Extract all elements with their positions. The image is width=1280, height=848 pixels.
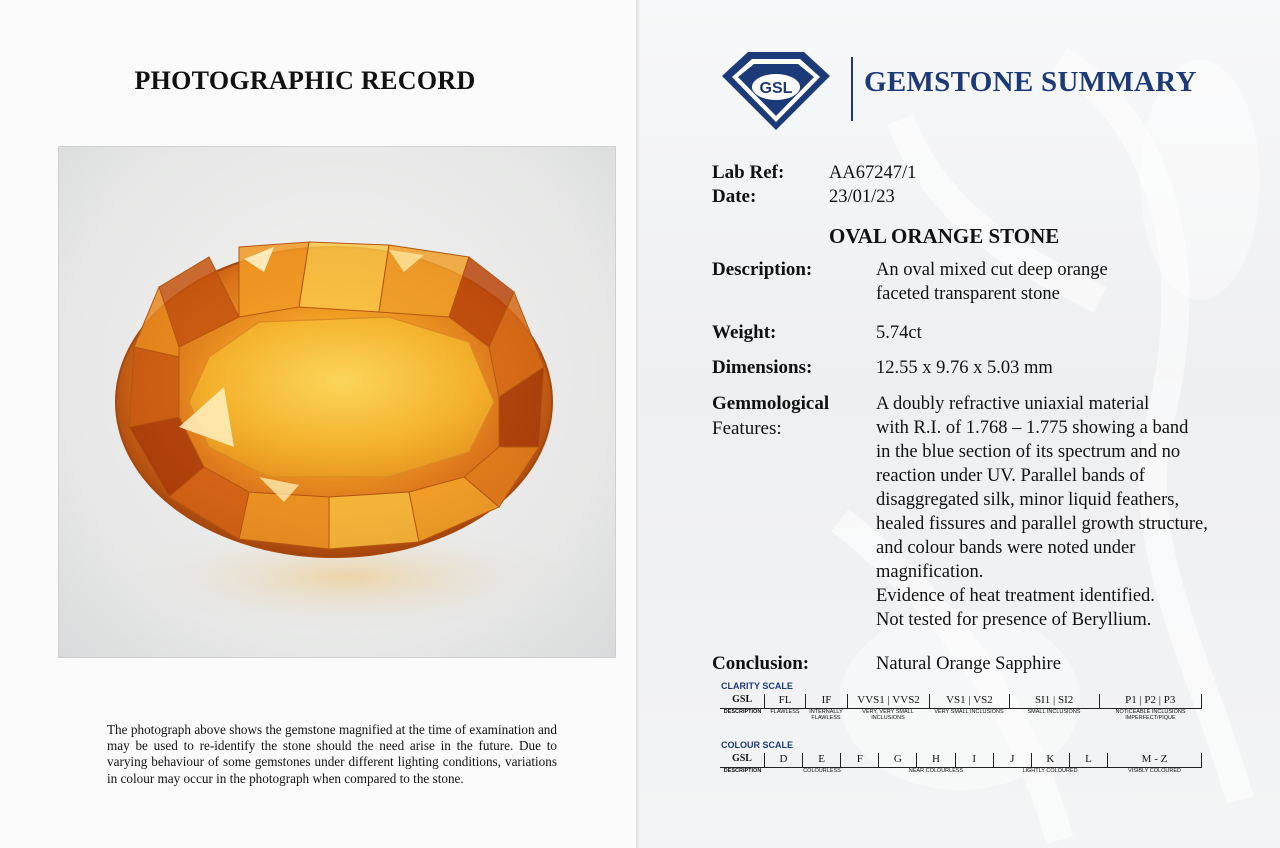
clarity-desc: NOTICEABLE INCLUSIONS IMPERFECT/PIQUE bbox=[1115, 709, 1186, 721]
colour-desc: COLOURLESS bbox=[803, 768, 841, 774]
clarity-grade: P1 | P2 | P3 bbox=[1100, 694, 1203, 708]
conclusion-label: Conclusion: bbox=[712, 653, 810, 674]
colour-scale-title: COLOUR SCALE bbox=[721, 740, 793, 750]
features-line: and colour bands were noted under bbox=[876, 538, 1136, 558]
colour-scale bbox=[720, 753, 1202, 779]
date-value: 23/01/23 bbox=[829, 187, 895, 207]
colour-grade: I bbox=[956, 753, 994, 767]
colour-desc: LIGHTLY COLOURED bbox=[1022, 768, 1078, 774]
features-line: Not tested for presence of Beryllium. bbox=[876, 610, 1152, 630]
clarity-desc: VERY, VERY SMALL INCLUSIONS bbox=[862, 709, 914, 721]
clarity-grade: SI1 | SI2 bbox=[1010, 694, 1100, 708]
conclusion-value: Natural Orange Sapphire bbox=[876, 654, 1061, 674]
colour-scale-header: GSL bbox=[720, 753, 765, 767]
gsl-logo bbox=[718, 46, 834, 132]
clarity-desc: VERY SMALL INCLUSIONS bbox=[934, 709, 1004, 715]
logo-divider bbox=[851, 57, 853, 121]
clarity-desc: FLAWLESS bbox=[770, 709, 800, 715]
colour-grade: J bbox=[994, 753, 1032, 767]
features-line: Evidence of heat treatment identified. bbox=[876, 586, 1155, 606]
photographic-record-title: PHOTOGRAPHIC RECORD bbox=[134, 66, 476, 95]
gemmological-label: Gemmological bbox=[712, 393, 830, 414]
clarity-scale bbox=[720, 694, 1202, 720]
weight-label: Weight: bbox=[712, 322, 777, 343]
colour-grade: K bbox=[1032, 753, 1070, 767]
date-label: Date: bbox=[712, 186, 757, 207]
colour-grade: F bbox=[841, 753, 879, 767]
clarity-desc-header: DESCRIPTION bbox=[723, 709, 762, 715]
colour-desc: NEAR COLOURLESS bbox=[908, 768, 964, 774]
colour-desc: VISIBLY COLOURED bbox=[1128, 768, 1181, 774]
clarity-descriptions-row bbox=[720, 709, 1202, 721]
lab-ref-value: AA67247/1 bbox=[829, 163, 917, 183]
clarity-grade: IF bbox=[806, 694, 848, 708]
features-line: healed fissures and parallel growth structure, bbox=[876, 514, 1208, 534]
clarity-scale-title: CLARITY SCALE bbox=[721, 681, 793, 691]
description-line-1: An oval mixed cut deep orange bbox=[876, 260, 1108, 280]
clarity-grade: VVS1 | VVS2 bbox=[848, 694, 930, 708]
features-line: magnification. bbox=[876, 562, 984, 582]
colour-grade: H bbox=[917, 753, 955, 767]
orange-sapphire-image bbox=[59, 147, 615, 657]
colour-grade: D bbox=[765, 753, 803, 767]
colour-grade: G bbox=[879, 753, 917, 767]
features-line: in the blue section of its spectrum and no bbox=[876, 442, 1181, 462]
features-line: A doubly refractive uniaxial material bbox=[876, 394, 1150, 414]
colour-desc-header: DESCRIPTION bbox=[723, 768, 762, 774]
features-text bbox=[876, 392, 1256, 632]
clarity-grades-row bbox=[720, 694, 1202, 709]
features-label: Features: bbox=[712, 418, 782, 439]
features-line: with R.I. of 1.768 – 1.775 showing a band bbox=[876, 418, 1189, 438]
weight-value: 5.74ct bbox=[876, 323, 922, 343]
colour-grade: E bbox=[803, 753, 841, 767]
clarity-scale-header: GSL bbox=[720, 694, 765, 708]
features-line: disaggregated silk, minor liquid feathers, bbox=[876, 490, 1180, 510]
clarity-grade: FL bbox=[765, 694, 805, 708]
features-line: reaction under UV. Parallel bands of bbox=[876, 466, 1145, 486]
description-label: Description: bbox=[712, 259, 813, 280]
colour-descriptions-row bbox=[720, 768, 1202, 780]
stone-title: OVAL ORANGE STONE bbox=[829, 224, 1060, 248]
colour-grade: M - Z bbox=[1108, 753, 1202, 767]
gsl-logo-text: GSL bbox=[759, 80, 793, 97]
gemstone-summary-title: GEMSTONE SUMMARY bbox=[864, 66, 1197, 98]
clarity-desc: SMALL INCLUSIONS bbox=[1027, 709, 1081, 715]
description-line-2: faceted transparent stone bbox=[876, 284, 1060, 304]
colour-grade: L bbox=[1070, 753, 1108, 767]
clarity-grade: VS1 | VS2 bbox=[930, 694, 1010, 708]
dimensions-label: Dimensions: bbox=[712, 357, 813, 378]
photo-disclaimer: The photograph above shows the gemstone magnified at the time of examination and may be used to re-identify the stone should the need arise in the future. Due to varying behaviour of some gemstones under different lighting conditions, variations in colour may occur in the photograph when compared to the stone. bbox=[107, 722, 557, 786]
clarity-desc: INTERNALLY FLAWLESS bbox=[809, 709, 843, 721]
colour-grades-row bbox=[720, 753, 1202, 768]
gemstone-photo bbox=[58, 146, 616, 658]
dimensions-value: 12.55 x 9.76 x 5.03 mm bbox=[876, 358, 1053, 378]
lab-ref-label: Lab Ref: bbox=[712, 162, 785, 183]
